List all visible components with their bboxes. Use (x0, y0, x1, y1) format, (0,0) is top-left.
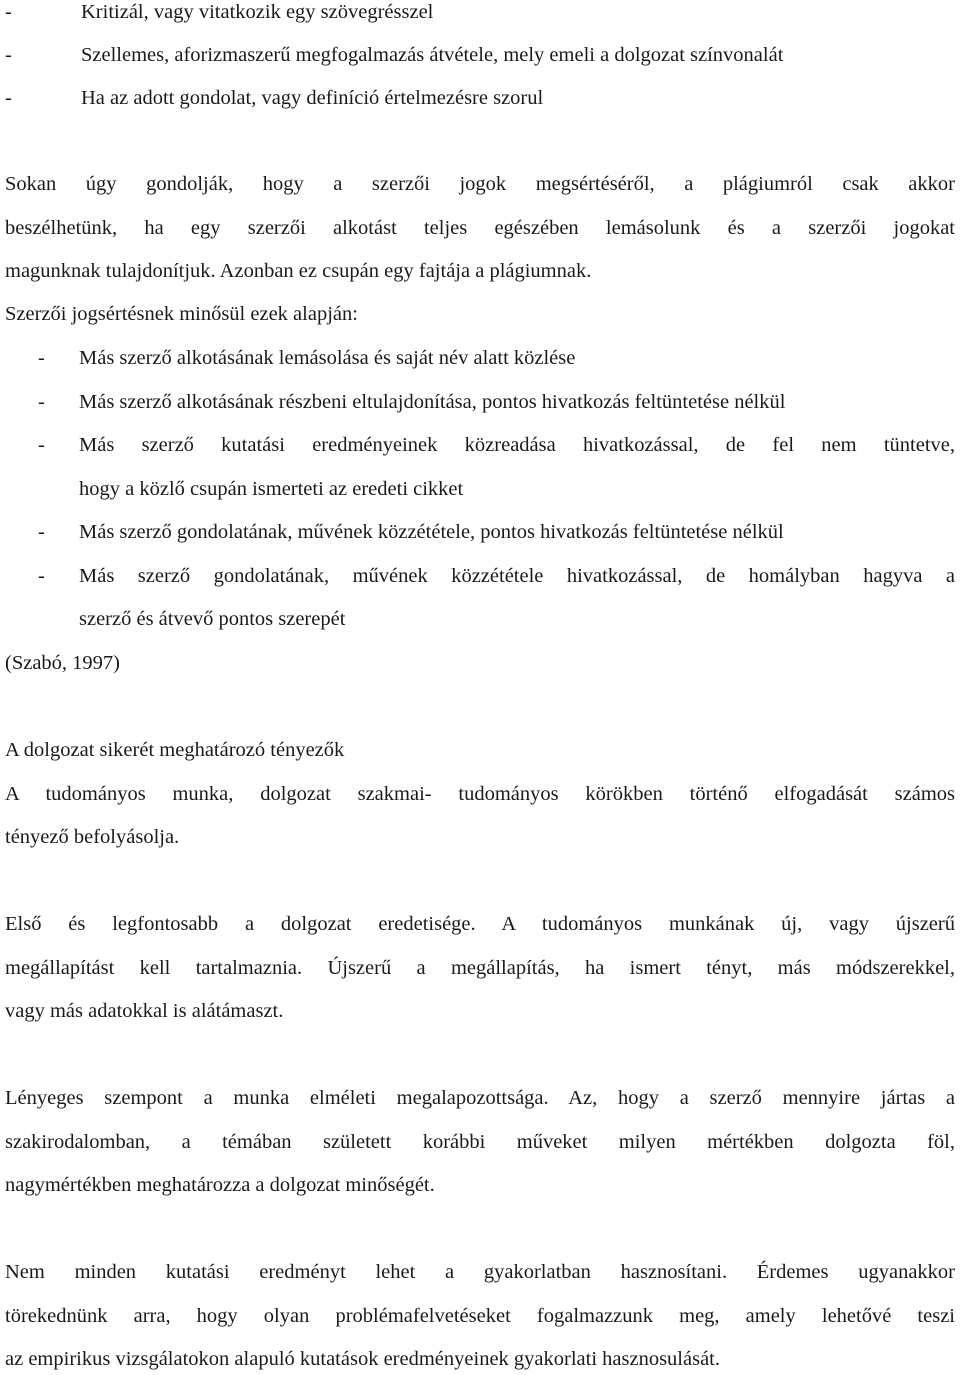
citation: (Szabó, 1997) (5, 652, 121, 674)
paragraph-line: törekednünk arra, hogy olyan problémafelvetéseket fogalmazzunk meg, amely lehetővé teszi (5, 1305, 955, 1327)
bullet-dash: - (38, 434, 45, 456)
section-heading: A dolgozat sikerét meghatározó tényezők (5, 739, 345, 761)
infringement-item: Más szerző alkotásának lemásolása és saját név alatt közlése (79, 347, 576, 369)
paragraph-line: az empirikus vizsgálatokon alapuló kutatások eredményeinek gyakorlati hasznosulását. (5, 1348, 720, 1370)
paragraph-line: nagymértékben meghatározza a dolgozat minőségét. (5, 1174, 435, 1196)
paragraph-line: vagy más adatokkal is alátámaszt. (5, 1000, 284, 1022)
top-list-item: Szellemes, aforizmaszerű megfogalmazás átvétele, mely emeli a dolgozat színvonalát (81, 44, 784, 66)
paragraph-line: magunknak tulajdonítjuk. Azonban ez csupán egy fajtája a plágiumnak. (5, 260, 592, 282)
top-list-item: Ha az adott gondolat, vagy definíció értelmezésre szorul (81, 87, 544, 109)
bullet-dash: - (5, 1, 12, 23)
paragraph-line: megállapítást kell tartalmaznia. Újszerű a megállapítás, ha ismert tényt, más módszerekkel, (5, 957, 955, 979)
paragraph-line: beszélhetünk, ha egy szerzői alkotást teljes egészében lemásolunk és a szerzői jogokat (5, 217, 955, 239)
paragraph-line: A tudományos munka, dolgozat szakmai- tudományos körökben történő elfogadását számos (5, 783, 955, 805)
paragraph-line: Első és legfontosabb a dolgozat eredetisége. A tudományos munkának új, vagy újszerű (5, 913, 955, 935)
infringement-item-continuation: hogy a közlő csupán ismerteti az eredeti cikket (79, 478, 464, 500)
infringement-item: Más szerző gondolatának, művének közzététele, pontos hivatkozás feltüntetése nélkül (79, 521, 784, 543)
bullet-dash: - (38, 521, 45, 543)
paragraph-line: Lényeges szempont a munka elméleti megalapozottsága. Az, hogy a szerző mennyire jártas a (5, 1087, 955, 1109)
paragraph-line: tényező befolyásolja. (5, 826, 180, 848)
bullet-dash: - (5, 87, 12, 109)
infringement-item: Más szerző gondolatának, művének közzététele hivatkozással, de homályban hagyva a (79, 565, 955, 587)
infringement-item-continuation: szerző és átvevő pontos szerepét (79, 608, 346, 630)
bullet-dash: - (5, 44, 12, 66)
paragraph-line: szakirodalomban, a témában született korábbi műveket milyen mértékben dolgozta föl, (5, 1131, 955, 1153)
infringement-item: Más szerző alkotásának részbeni eltulajdonítása, pontos hivatkozás feltüntetése nélkül (79, 391, 786, 413)
paragraph-line: Sokan úgy gondolják, hogy a szerzői jogok megsértéséről, a plágiumról csak akkor (5, 173, 955, 195)
top-list-item: Kritizál, vagy vitatkozik egy szövegrésszel (81, 1, 434, 23)
infringement-item: Más szerző kutatási eredményeinek közreadása hivatkozással, de fel nem tüntetve, (79, 434, 955, 456)
infringement-intro: Szerzői jogsértésnek minősül ezek alapján: (5, 303, 358, 325)
bullet-dash: - (38, 347, 45, 369)
bullet-dash: - (38, 391, 45, 413)
bullet-dash: - (38, 565, 45, 587)
paragraph-line: Nem minden kutatási eredményt lehet a gyakorlatban hasznosítani. Érdemes ugyanakkor (5, 1261, 955, 1283)
